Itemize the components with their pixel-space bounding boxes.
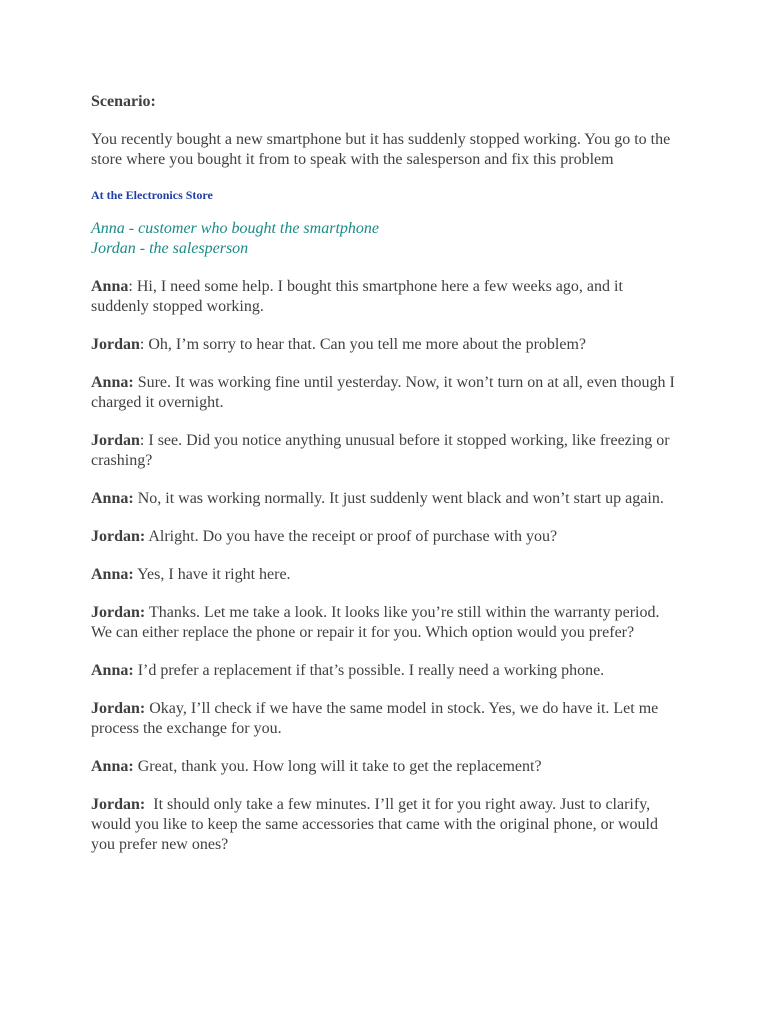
speaker: Jordan:	[91, 700, 146, 717]
dialogue-line	[91, 277, 681, 317]
line-text: Oh, I’m sorry to hear that. Can you tell me more about the problem?	[144, 336, 587, 353]
dialogue-line	[91, 565, 681, 585]
line-text: Okay, I’ll check if we have the same model in stock. Yes, we do have it. Let me process the exchange for you.	[91, 700, 659, 737]
character-desc: - the salesperson	[135, 240, 249, 257]
dialogue-line	[91, 527, 681, 547]
character-name: Anna	[91, 220, 125, 237]
dialogue-line	[91, 335, 681, 355]
character-jordan	[91, 239, 681, 259]
line-text: I see. Did you notice anything unusual before it stopped working, like freezing or crashing?	[91, 432, 670, 469]
dialogue-line	[91, 757, 681, 777]
speaker: Anna:	[91, 566, 134, 583]
dialogue-line	[91, 661, 681, 681]
speaker: Anna:	[91, 490, 134, 507]
speaker-sep: :	[128, 278, 133, 295]
speaker-sep: :	[139, 432, 145, 449]
speaker: Anna:	[91, 758, 134, 775]
dialogue-line	[91, 795, 681, 855]
line-text: Great, thank you. How long will it take to get the replacement?	[133, 758, 542, 775]
speaker: Anna	[91, 278, 129, 295]
speaker: Anna:	[91, 662, 134, 679]
dialogue-line	[91, 373, 681, 413]
document-page	[91, 92, 681, 873]
scenario-heading: Scenario:	[91, 93, 156, 110]
character-list	[91, 219, 681, 259]
speaker-sep: :	[139, 336, 145, 353]
speaker: Jordan	[91, 336, 140, 353]
line-text: It should only take a few minutes. I’ll get it for you right away. Just to clarify, would you like to keep the same accessories that came with the original phone, or would you prefer new ones?	[91, 796, 662, 853]
line-text: Thanks. Let me take a look. It looks like you’re still within the warranty period. We can either replace the phone or repair it for you. Which option would you prefer?	[91, 604, 660, 641]
dialogue-line	[91, 603, 681, 643]
dialogue-line	[91, 489, 681, 509]
line-text: Sure. It was working fine until yesterday. Now, it won’t turn on at all, even though I charged it overnight.	[91, 374, 675, 411]
line-text: Hi, I need some help. I bought this smartphone here a few weeks ago, and it suddenly stopped working.	[91, 278, 623, 315]
speaker: Jordan:	[91, 604, 146, 621]
line-text: No, it was working normally. It just suddenly went black and won’t start up again.	[133, 490, 664, 507]
line-text: I’d prefer a replacement if that’s possible. I really need a working phone.	[133, 662, 605, 679]
dialogue	[91, 277, 681, 855]
line-text: Alright. Do you have the receipt or proof of purchase with you?	[145, 528, 558, 545]
character-anna	[91, 219, 681, 239]
speaker: Jordan:	[91, 796, 146, 813]
speaker: Jordan:	[91, 528, 146, 545]
character-desc: - customer who bought the smartphone	[124, 220, 379, 237]
scenario-text: You recently bought a new smartphone but it has suddenly stopped working. You go to the store where you bought it from to speak with the salesperson and fix this problem	[91, 131, 671, 168]
dialogue-line	[91, 699, 681, 739]
character-name: Jordan	[91, 240, 136, 257]
location-heading: At the Electronics Store	[91, 188, 213, 202]
line-text: Yes, I have it right here.	[133, 566, 291, 583]
speaker: Jordan	[91, 432, 140, 449]
speaker: Anna:	[91, 374, 134, 391]
dialogue-line	[91, 431, 681, 471]
